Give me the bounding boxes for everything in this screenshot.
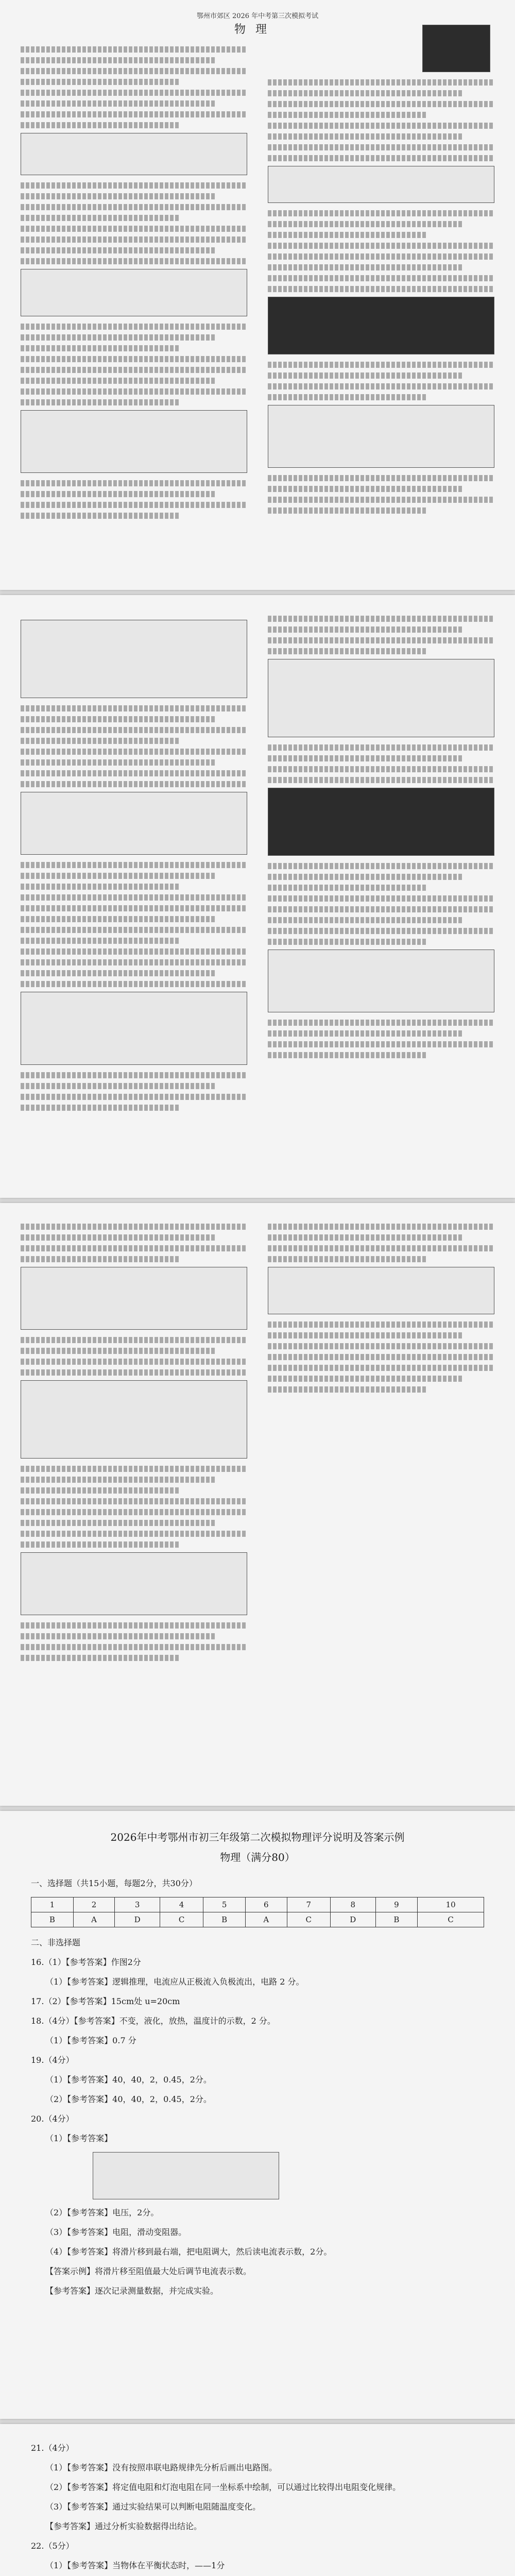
answer-item: （1）【参考答案】逻辑推理，电流应从正极流入负极流出，电路 2 分。 xyxy=(45,1977,304,1987)
answer-item: （2）【参考答案】电压，2分。 xyxy=(45,2208,159,2217)
answer-item: （1）【参考答案】40，40，2，0.45，2分。 xyxy=(45,2075,212,2084)
exam-figure xyxy=(21,992,247,1065)
mc-answer-cell: B xyxy=(203,1912,246,1927)
exam-figure xyxy=(21,620,247,698)
mc-answer-table xyxy=(31,1897,484,1927)
exam-left-column xyxy=(21,616,247,1115)
answer-item: （1）【参考答案】当物体在平衡状态时，——1分 xyxy=(45,2561,225,2570)
exam-figure xyxy=(21,792,247,855)
mc-answer-cell: D xyxy=(115,1912,160,1927)
answer-item: 18.（4分）【参考答案】不变，液化，放热，温度计的示数，2 分。 xyxy=(31,2016,276,2026)
mc-question-number: 7 xyxy=(287,1897,330,1912)
mc-question-number: 5 xyxy=(203,1897,246,1912)
answer-item: （2）【参考答案】将定值电阻和灯泡电阻在同一坐标系中绘制，可以通过比较得出电阻变化规律。 xyxy=(45,2482,401,2492)
mc-answer-cell: A xyxy=(245,1912,287,1927)
answer-page-1 xyxy=(0,1811,515,2419)
exam-title: 鄂州市郊区 2026 年中考第三次模拟考试 xyxy=(196,12,319,20)
answer-item: 17.（2）【参考答案】15cm处 u=20cm xyxy=(31,1996,180,2006)
exam-figure xyxy=(268,950,494,1012)
mc-answer-cell: C xyxy=(160,1912,203,1927)
exam-figure xyxy=(268,166,494,203)
mc-answer-cell: B xyxy=(375,1912,418,1927)
exam-figure xyxy=(268,659,494,737)
exam-figure xyxy=(21,410,247,473)
answer-heading: 2026年中考鄂州市初三年级第二次模拟物理评分说明及答案示例 xyxy=(110,1831,405,1843)
exam-graph xyxy=(21,1380,247,1459)
mc-question-number: 4 xyxy=(160,1897,203,1912)
exam-right-column xyxy=(268,616,494,1063)
exam-page-2 xyxy=(0,595,515,1198)
mc-question-number: 3 xyxy=(115,1897,160,1912)
exam-figure xyxy=(21,1267,247,1330)
answer-item: 22.（5分） xyxy=(31,2541,74,2551)
exam-right-column xyxy=(268,21,494,518)
mc-question-number: 1 xyxy=(31,1897,74,1912)
exam-subject: 物 理 xyxy=(234,23,270,36)
exam-photo xyxy=(268,297,494,354)
answer-item: （1）【参考答案】没有按照串联电路规律先分析后画出电路图。 xyxy=(45,2463,278,2472)
answer-item: 【答案示例】将滑片移至阻值最大处后调节电流表示数。 xyxy=(45,2266,252,2276)
mc-answer-cell: A xyxy=(73,1912,115,1927)
exam-figure xyxy=(21,1552,247,1615)
mc-question-number: 2 xyxy=(73,1897,115,1912)
answer-item: （1）【参考答案】0.7 分 xyxy=(45,2036,136,2045)
answer-item: 【参考答案】逐次记录测量数据，并完成实验。 xyxy=(45,2286,219,2296)
answer-item: 20.（4分） xyxy=(31,2114,74,2124)
exam-left-column xyxy=(21,46,247,523)
mc-question-number: 8 xyxy=(330,1897,375,1912)
exam-table xyxy=(268,1267,494,1314)
exam-figure xyxy=(21,133,247,175)
mc-question-number: 10 xyxy=(418,1897,484,1912)
answer-sheet xyxy=(31,2442,484,2576)
circuit-diagram xyxy=(93,2152,279,2199)
answer-sheet xyxy=(31,1829,484,2304)
exam-photo xyxy=(268,788,494,856)
answer-item: 16.（1）【参考答案】作图2分 xyxy=(31,1957,141,1967)
exam-left-column xyxy=(21,1224,247,1666)
mc-answer-cell: D xyxy=(330,1912,375,1927)
answer-item: （3）【参考答案】电阻，滑动变阻器。 xyxy=(45,2227,187,2237)
answer-item: 21.（4分） xyxy=(31,2443,74,2453)
answer-item: （3）【参考答案】通过实验结果可以判断电阻随温度变化。 xyxy=(45,2502,261,2512)
exam-page-3 xyxy=(0,1203,515,1806)
exam-page-1 xyxy=(0,0,515,590)
mc-answer-cell: C xyxy=(418,1912,484,1927)
exam-figure xyxy=(21,269,247,316)
answer-item: （1）【参考答案】 xyxy=(45,2133,113,2143)
mc-answer-cell: C xyxy=(287,1912,330,1927)
mc-question-number: 6 xyxy=(245,1897,287,1912)
exam-figure xyxy=(268,405,494,468)
exam-photo xyxy=(422,25,490,72)
answer-subtitle: 物理（满分80） xyxy=(220,1851,295,1863)
exam-right-column xyxy=(268,1224,494,1397)
mc-answer-cell: B xyxy=(31,1912,74,1927)
section-title: 二、非选择题 xyxy=(31,1938,81,1947)
section-title: 一、选择题（共15小题，每题2分，共30分） xyxy=(31,1878,197,1888)
mc-question-number: 9 xyxy=(375,1897,418,1912)
answer-item: 【参考答案】通过分析实验数据得出结论。 xyxy=(45,2521,202,2531)
answer-item: （4）【参考答案】将滑片移到最右端，把电阻调大，然后读电流表示数，2分。 xyxy=(45,2247,332,2257)
answer-item: 19.（4分） xyxy=(31,2055,74,2065)
answer-page-2 xyxy=(0,2424,515,2576)
answer-item: （2）【参考答案】40，40，2，0.45，2分。 xyxy=(45,2094,212,2104)
